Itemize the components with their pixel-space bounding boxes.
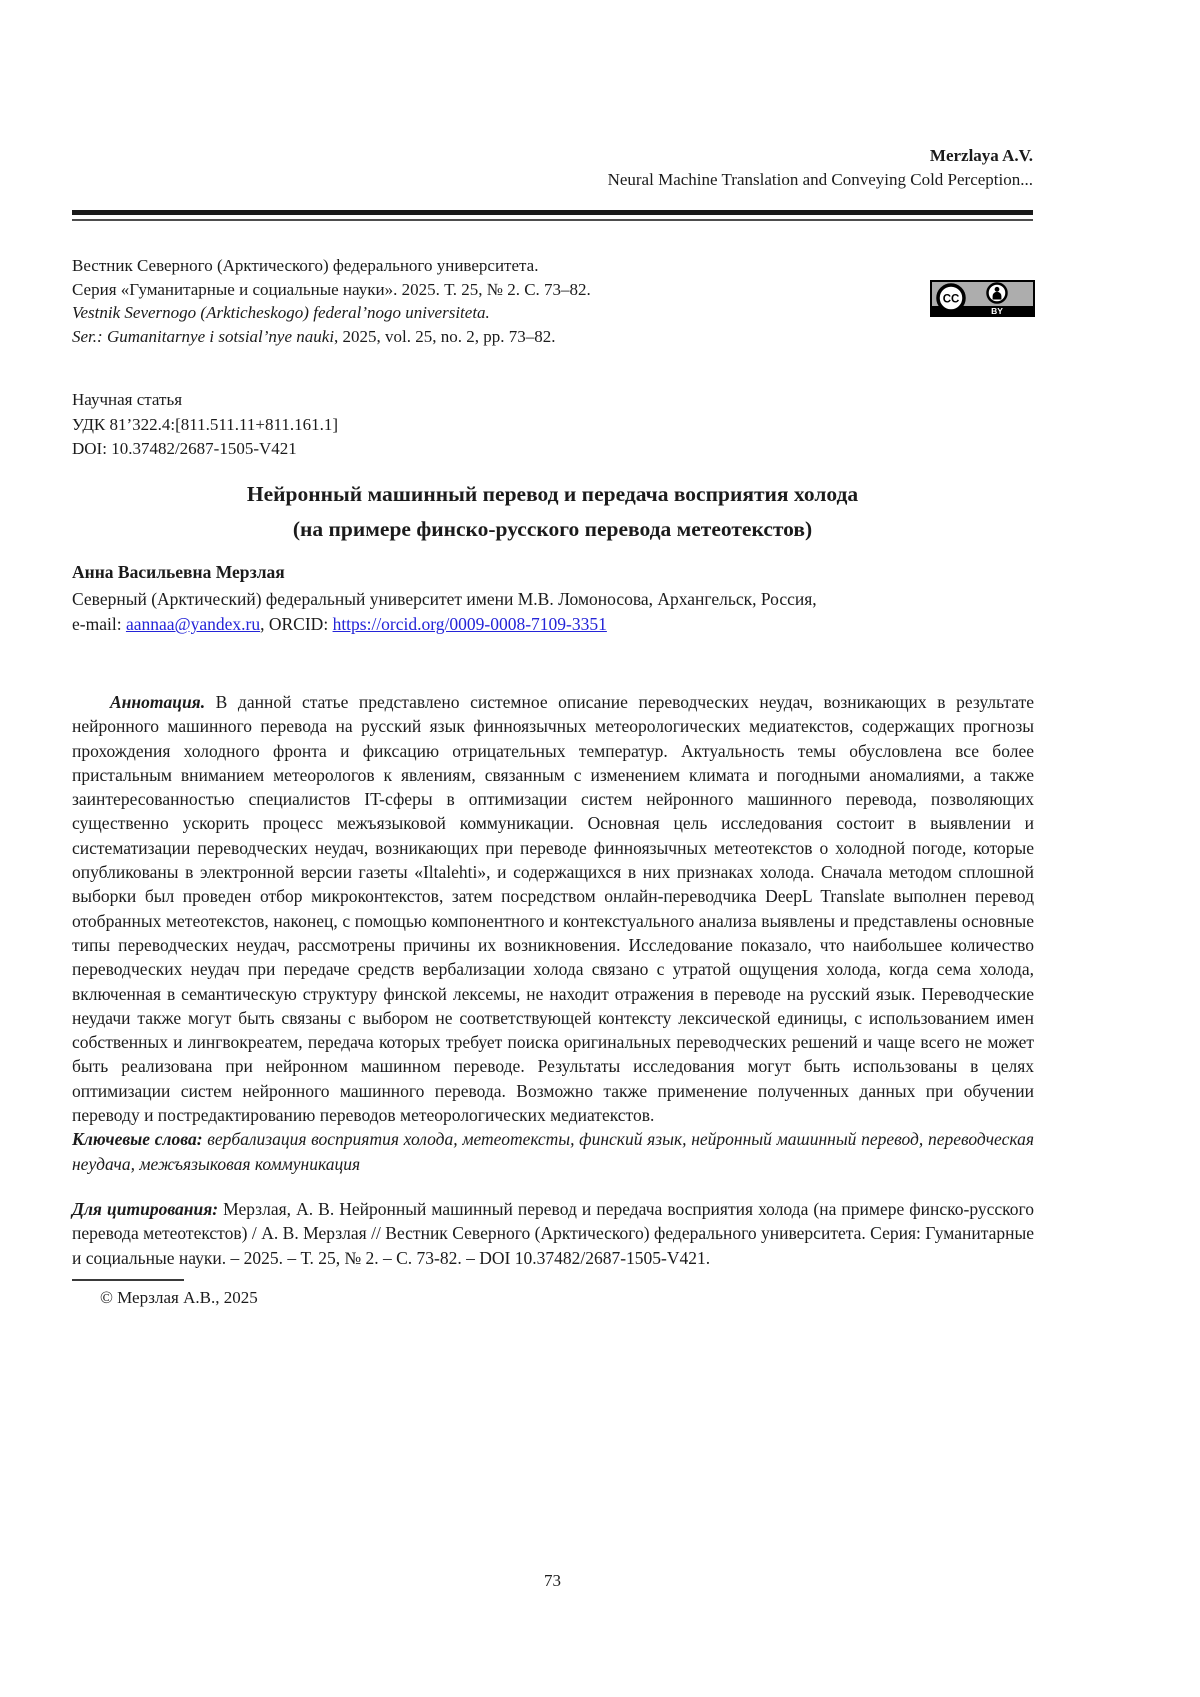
doi-line: DOI: 10.37482/2687-1505-V421 [72, 439, 297, 458]
keywords-label: Ключевые слова: [72, 1129, 203, 1150]
journal-reference [72, 254, 912, 348]
affiliation-text: Северный (Арктический) федеральный университет имени М.В. Ломоносова, Архангельск, Россия, [72, 589, 817, 609]
license-type-label: BY [991, 305, 1003, 316]
journal-name-ru: Вестник Северного (Арктического) федерального университета. [72, 256, 539, 275]
article-type: Научная статья [72, 390, 183, 409]
author-name: Анна Васильевна Мерзлая [72, 562, 285, 582]
email-label: e-mail: [72, 614, 126, 634]
citation-label: Для цитирования: [72, 1198, 219, 1219]
running-header-author: Merzlaya A.V. [929, 146, 1033, 165]
abstract-label: Аннотация. [110, 692, 206, 712]
citation-paragraph [72, 1197, 1034, 1270]
orcid-label: , ORCID: [260, 614, 333, 634]
header-rule-thick [72, 210, 1033, 215]
email-link[interactable]: aannaa@yandex.ru [125, 614, 261, 634]
attribution-person-icon [988, 284, 1007, 303]
keywords-paragraph [72, 1127, 1034, 1176]
header-rule-thin [72, 219, 1033, 221]
article-title-line2: (на примере финско-русского перевода метеотекстов) [292, 517, 813, 541]
running-header [72, 144, 1033, 192]
keywords-text: вербализация восприятия холода, метеотексты, финский язык, нейронный машинный перевод, переводческая неудача, межъязыковая коммуникация [72, 1129, 1034, 1174]
running-header-title: Neural Machine Translation and Conveying Cold Perception... [607, 170, 1033, 189]
abstract-paragraph [72, 690, 1034, 1127]
udc-code: УДК 81’322.4:[811.511.11+811.161.1] [72, 414, 339, 434]
article-title-line1: Нейронный машинный перевод и передача восприятия холода [246, 482, 859, 506]
journal-issue-translit-roman: , 2025, vol. 25, no. 2, pp. 73–82. [334, 326, 556, 346]
orcid-link[interactable]: https://orcid.org/0009-0008-7109-3351 [332, 614, 607, 634]
article-title [72, 477, 1033, 547]
author-affiliation-block [72, 587, 1033, 637]
cc-logo-text: CC [942, 293, 960, 306]
journal-name-translit: Vestnik Severnogo (Arkticheskogo) federal’nogo universiteta. [72, 303, 490, 322]
journal-issue-translit [72, 325, 912, 349]
copyright-line: © Мерзлая А.В., 2025 [100, 1287, 258, 1307]
abstract-text: В данной статье представлено системное описание переводческих неудач, возникающих в результате нейронного машинного перевода на русский язык финноязычных метеорологических медиатекстов, содержащих прогнозы прохождения холодного фронта и фиксацию отрицательных температур. Актуальность темы обусловлена все более пристальным вниманием метеорологов к явлениям, связанным с изменением климата и погодными аномалиями, а также заинтересованностью специалистов IT-сферы в оптимизации систем нейронного машинного перевода, позволяющих существенно ускорить процесс межъязыковой коммуникации. Основная цель исследования состоит в выявлении и систематизации переводческих неудач, возникающих при переводе финноязычных метеотекстов о холодной погоде, которые опубликованы в электронной версии газеты «Iltalehti», и содержащихся в них признаках холода. Сначала методом сплошной выборки был проведен отбор микроконтекстов, затем посредством онлайн-переводчика DeepL Translate выполнен перевод отобранных метеотекстов, наконец, с помощью компонентного и контекстуального анализа выявлены и представлены основные типы переводческих неудач, рассмотрены причины их возникновения. Исследование показало, что наибольшее количество переводческих неудач при передаче средств вербализации холода связано с утратой ощущения холода, когда сема холода, включенная в семантическую структуру финской лексемы, не находит отражения в переводе на русский язык. Переводческие неудачи также могут быть связаны с выбором не соответствующей контексту лексической единицы, с использованием имен собственных и лингвокреатем, передача которых требует поиска оригинальных переводческих решений и чаще всего не может быть реализована при нейронном машинном переводе. Результаты исследования могут быть использованы в целях оптимизации систем нейронного машинного перевода. Возможно также применение полученных данных при обучении переводу и постредактированию переводов метеорологических медиатекстов. [72, 692, 1034, 1126]
article-meta [72, 388, 912, 462]
journal-series-translit: Ser.: Gumanitarnye i sotsial’nye nauki [72, 326, 335, 346]
journal-issue-ru: Серия «Гуманитарные и социальные науки». 2025. Т. 25, № 2. С. 73–82. [72, 279, 591, 299]
article-front-matter [72, 690, 1034, 1310]
citation-text: Мерзлая, А. В. Нейронный машинный перевод и передача восприятия холода (на примере финско-русского перевода метеотекстов) / А. В. Мерзлая // Вестник Северного (Арктического) федерального университета. Серия: Гуманитарные и социальные науки. – 2025. – Т. 25, № 2. – С. 73-82. – DOI 10.37482/2687-1505-V421. [72, 1198, 1034, 1268]
cc-by-license-badge [930, 280, 1035, 317]
footnote-divider [72, 1279, 184, 1281]
page-number: 73 [544, 1571, 561, 1590]
